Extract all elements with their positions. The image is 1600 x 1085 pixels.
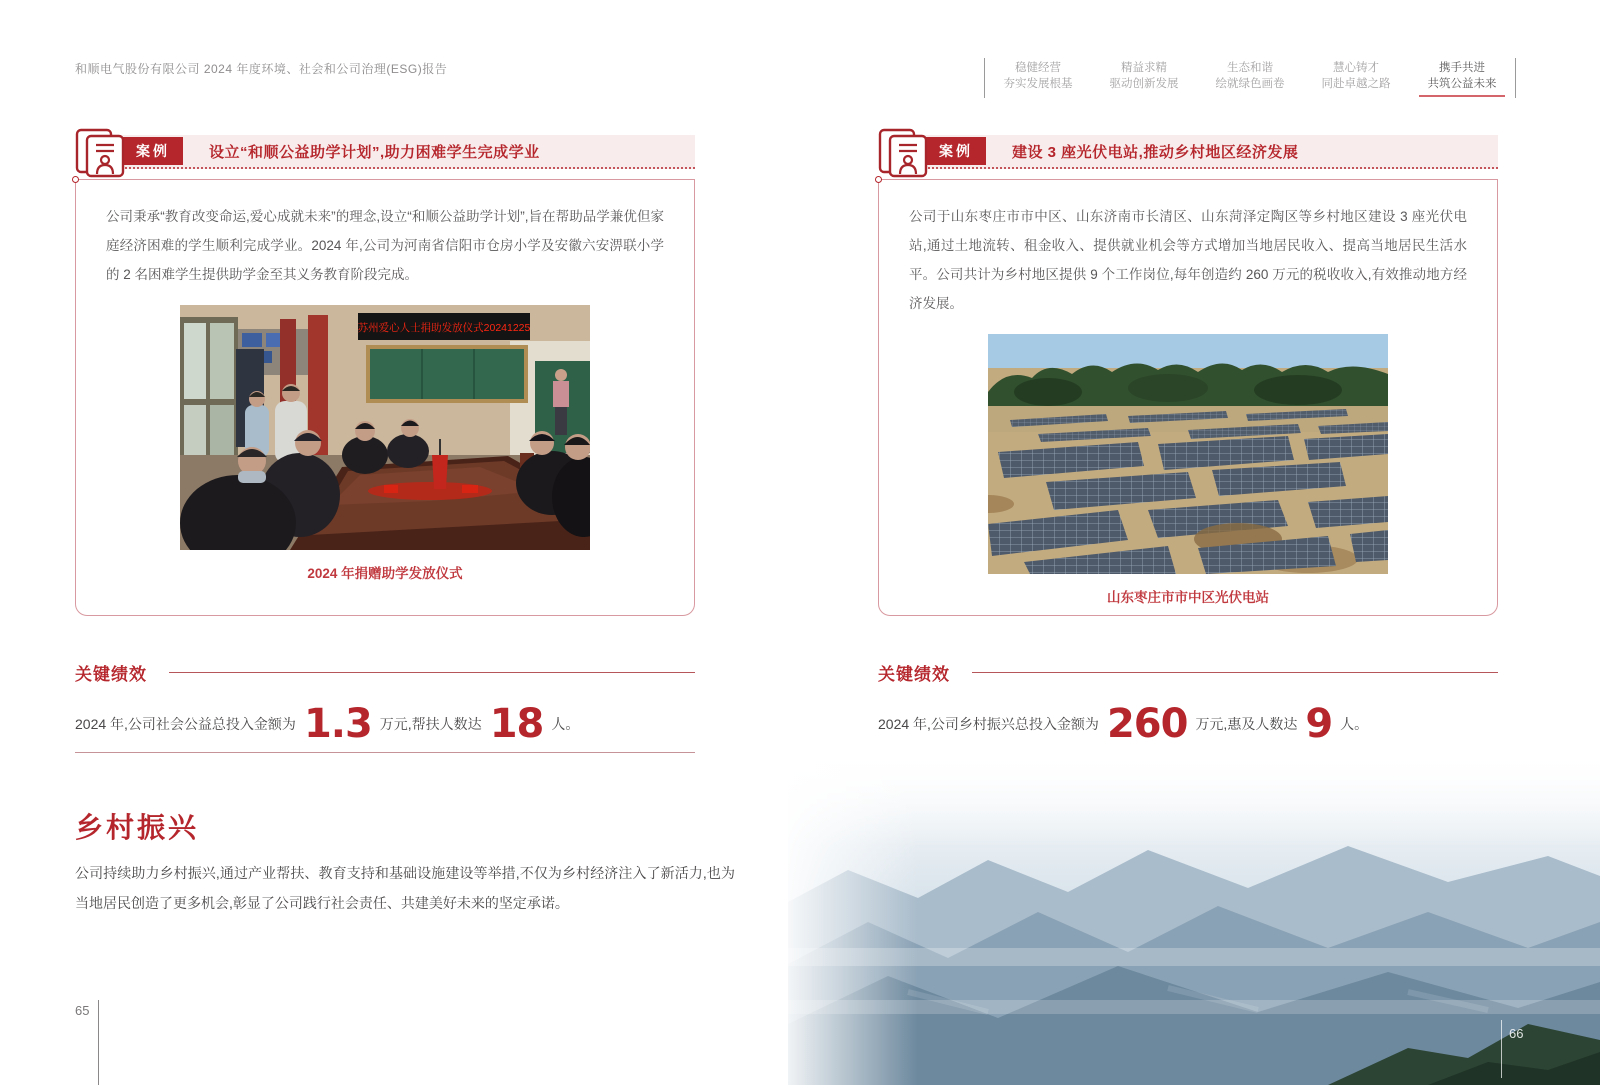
corner-dot — [875, 176, 882, 183]
chapter-nav — [984, 56, 1516, 98]
nav-item-5-active — [1409, 56, 1515, 97]
case-body — [878, 179, 1498, 616]
nav-item-3-line1: 生态和谐 — [1227, 62, 1273, 74]
nav-item-4-line1: 慧心铸才 — [1333, 62, 1379, 74]
kpi-part1: 2024 年,公司乡村振兴总投入金额为 — [878, 716, 1099, 732]
case-id-card-icon — [71, 127, 131, 179]
kpi-text — [75, 703, 695, 745]
nav-item-4-line2: 同赴卓越之路 — [1321, 78, 1391, 90]
case-box-solar — [878, 135, 1498, 616]
photo-caption: 2024 年捐赠助学发放仪式 — [307, 566, 463, 581]
case-badge: 案例 — [123, 137, 183, 165]
photo-caption: 山东枣庄市市中区光伏电站 — [1107, 590, 1269, 605]
page-number-right: 66 — [1509, 1026, 1524, 1041]
kpi-text — [878, 703, 1498, 745]
nav-item-4 — [1303, 56, 1409, 92]
kpi-heading-rule — [169, 672, 695, 673]
kpi-number-people: 9 — [1305, 701, 1333, 747]
page-number-rule-right — [1501, 1020, 1502, 1078]
kpi-block-charity — [75, 660, 695, 760]
kpi-part1: 2024 年,公司社会公益总投入金额为 — [75, 716, 296, 732]
nav-item-3-line2: 绘就绿色画卷 — [1215, 78, 1285, 90]
section-paragraph: 公司持续助力乡村振兴,通过产业帮扶、教育支持和基础设施建设等举措,不仅为乡村经济注入了新活力,也为当地居民创造了更多机会,彰显了公司践行社会责任、共建美好未来的坚定承诺。 — [75, 865, 735, 911]
svg-text:苏州爱心人士捐助发放仪式20241225: 苏州爱心人士捐助发放仪式20241225 — [357, 322, 531, 334]
kpi-part3: 人。 — [551, 716, 580, 732]
kpi-bottom-rule — [75, 752, 695, 753]
case-title: 设立“和顺公益助学计划”,助力困难学生完成学业 — [209, 143, 540, 161]
nav-divider-right — [1515, 58, 1516, 98]
mountain-photo — [788, 752, 1600, 1085]
nav-item-5-line1: 携手共进 — [1439, 62, 1485, 74]
nav-item-2-line1: 精益求精 — [1121, 62, 1167, 74]
doc-title: 和顺电气股份有限公司 2024 年度环境、社会和公司治理(ESG)报告 — [75, 62, 448, 76]
case-id-card-icon — [874, 127, 934, 179]
nav-item-3 — [1197, 56, 1303, 92]
kpi-number-amount: 1.3 — [303, 701, 372, 747]
case-paragraph: 公司秉承“教育改变命运,爱心成就未来”的理念,设立“和顺公益助学计划”,旨在帮助品学兼优但家庭经济困难的学生顺利完成学业。2024 年,公司为河南省信阳市仓房小学及安徽六安淠联小学的 2 名困难学生提供助学金至其义务教育阶段完成。 — [106, 209, 664, 282]
nav-item-1-line2: 夯实发展根基 — [1003, 78, 1073, 90]
kpi-part3: 人。 — [1340, 716, 1369, 732]
page-number-left: 65 — [75, 1003, 90, 1018]
section-title-rural: 乡村振兴 — [75, 812, 200, 843]
case-badge: 案例 — [926, 137, 986, 165]
kpi-number-people: 18 — [489, 701, 544, 747]
kpi-number-amount: 260 — [1106, 701, 1188, 747]
nav-item-2-line2: 驱动创新发展 — [1109, 78, 1179, 90]
case-header — [908, 135, 1498, 169]
case-box-education — [75, 135, 695, 616]
case-paragraph: 公司于山东枣庄市市中区、山东济南市长清区、山东菏泽定陶区等乡村地区建设 3 座光伏电站,通过土地流转、租金收入、提供就业机会等方式增加当地居民收入、提高当地居民生活水平。公司共计为乡村地区提供 9 个工作岗位,每年创造约 260 万元的税收收入,有效推动地方经济发展。 — [909, 209, 1467, 311]
kpi-head — [878, 660, 1498, 685]
kpi-part2: 万元,帮扶人数达 — [379, 716, 482, 732]
nav-active-underline — [1419, 95, 1505, 97]
corner-dot — [72, 176, 79, 183]
solar-plant-photo — [988, 334, 1388, 574]
case-title: 建设 3 座光伏电站,推动乡村地区经济发展 — [1012, 143, 1299, 161]
kpi-block-rural — [878, 660, 1498, 760]
kpi-heading: 关键绩效 — [878, 665, 950, 684]
kpi-heading-rule — [972, 672, 1498, 673]
nav-item-5-line2: 共筑公益未来 — [1427, 78, 1497, 90]
nav-item-1 — [985, 56, 1091, 92]
kpi-part2: 万元,惠及人数达 — [1195, 716, 1298, 732]
nav-item-2 — [1091, 56, 1197, 92]
kpi-head — [75, 660, 695, 685]
classroom-photo — [180, 305, 590, 550]
case-header — [105, 135, 695, 169]
kpi-heading: 关键绩效 — [75, 665, 147, 684]
page-number-rule-left — [98, 1000, 99, 1085]
nav-item-1-line1: 稳健经营 — [1015, 62, 1061, 74]
case-body — [75, 179, 695, 616]
